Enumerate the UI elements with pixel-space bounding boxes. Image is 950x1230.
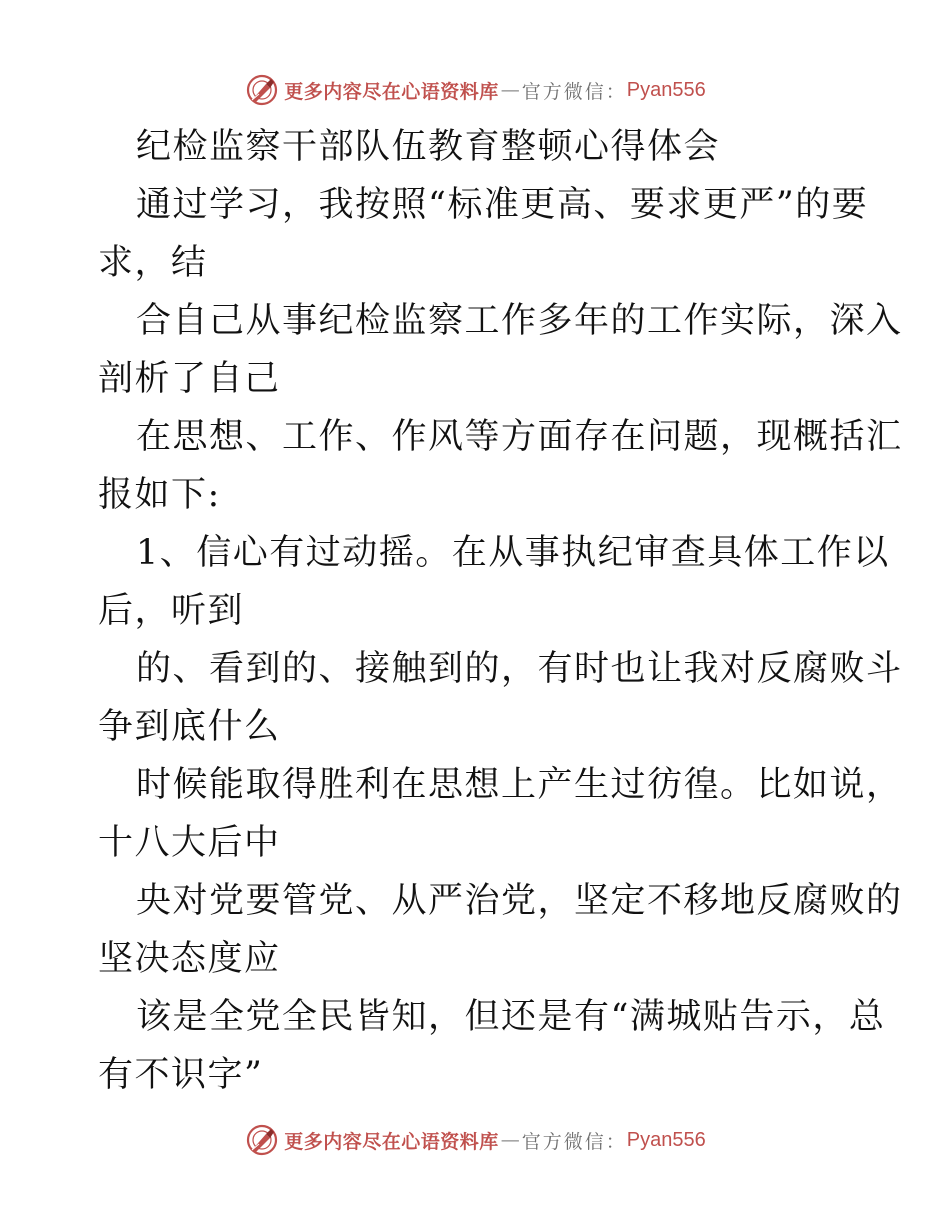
footer-banner bbox=[0, 1120, 950, 1160]
banner-brand-text: 更多内容尽在心语资料库 bbox=[284, 80, 499, 103]
paragraph-line: 争到底什么 bbox=[98, 707, 281, 747]
banner-wechat-label: 官方微信： bbox=[521, 1130, 627, 1153]
paragraph-line: 求，结 bbox=[98, 243, 208, 283]
paragraph-line: 时候能取得胜利在思想上产生过彷徨。比如说， bbox=[136, 765, 903, 805]
paragraph-line: 合自己从事纪检监察工作多年的工作实际，深入 bbox=[136, 301, 903, 341]
paragraph-line: 央对党要管党、从严治党，坚定不移地反腐败的 bbox=[136, 881, 903, 921]
paragraph-line: 该是全党全民皆知，但还是有“满城贴告示，总 bbox=[136, 997, 886, 1037]
paragraph-line: 在思想、工作、作风等方面存在问题，现概括汇 bbox=[136, 417, 903, 457]
document-body bbox=[98, 118, 903, 1104]
paragraph-line: 剖析了自己 bbox=[98, 359, 281, 399]
banner-separator: — bbox=[500, 1129, 520, 1151]
paragraph-line: 有不识字” bbox=[98, 1055, 264, 1095]
paragraph-line: 十八大后中 bbox=[98, 823, 281, 863]
paragraph-line: 1、信心有过动摇。在从事执纪审查具体工作以 bbox=[136, 533, 890, 573]
paragraph-line: 报如下: bbox=[98, 475, 221, 515]
header-banner bbox=[0, 70, 950, 110]
banner-brand-text: 更多内容尽在心语资料库 bbox=[284, 1130, 499, 1153]
banner-wechat-id: Pyan556 bbox=[626, 1128, 706, 1151]
paragraph-line: 坚决态度应 bbox=[98, 939, 281, 979]
pen-nib-logo-icon bbox=[244, 72, 280, 108]
paragraph-line: 后，听到 bbox=[98, 591, 245, 631]
banner-wechat-label: 官方微信： bbox=[521, 80, 627, 103]
banner-wechat-id: Pyan556 bbox=[626, 78, 706, 101]
paragraph-line: 的、看到的、接触到的，有时也让我对反腐败斗 bbox=[136, 649, 903, 689]
pen-nib-logo-icon bbox=[244, 1122, 280, 1158]
paragraph-line: 通过学习，我按照“标准更高、要求更严”的要 bbox=[136, 185, 869, 225]
document-title: 纪检监察干部队伍教育整顿心得体会 bbox=[136, 127, 721, 167]
banner-separator: — bbox=[500, 79, 520, 101]
